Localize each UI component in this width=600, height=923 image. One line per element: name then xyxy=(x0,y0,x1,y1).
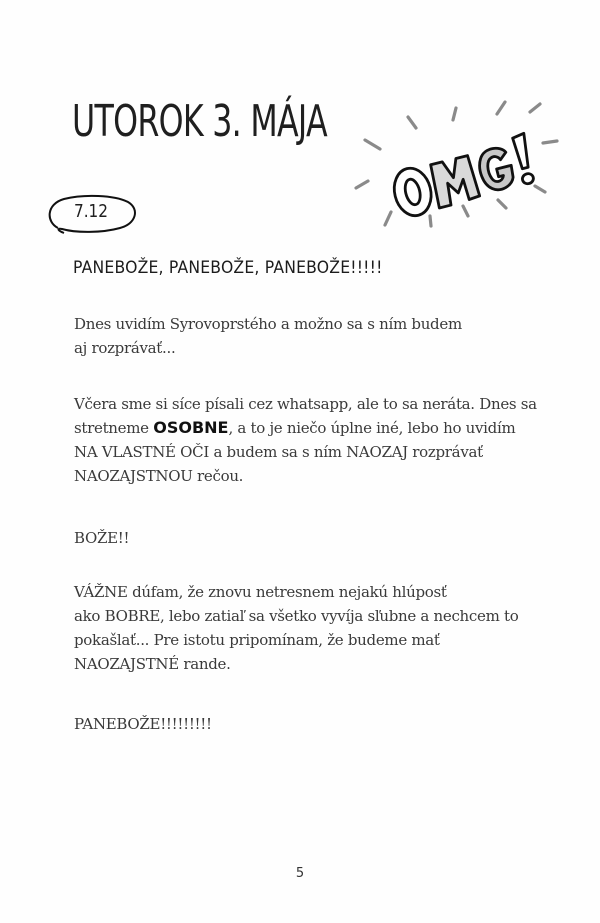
text-line: ako BOBRE, lebo zatiaľ sa všetko vyvíja sľubne a nechcem to xyxy=(74,607,519,625)
text-line: VÁŽNE dúfam, že znovu netresnem nejakú hlúposť xyxy=(74,583,447,601)
text-line: Dnes uvidím Syrovoprstého a možno sa s ním budem xyxy=(74,315,462,333)
text-fragment: , a to je niečo úplne iné, lebo ho uvidím xyxy=(228,419,516,437)
text-line: aj rozprávať... xyxy=(74,339,176,357)
text-line: Včera sme si síce písali cez whatsapp, ale to sa neráta. Dnes sa xyxy=(74,395,537,413)
text-line: PANEBOŽE!!!!!!!!! xyxy=(74,715,212,733)
time-label: 7.12 xyxy=(73,201,109,222)
text-line: BOŽE!! xyxy=(74,529,130,547)
paragraph-4 xyxy=(74,580,554,676)
paragraph-3 xyxy=(74,526,554,550)
entry-heading: PANEBOŽE, PANEBOŽE, PANEBOŽE!!!!! xyxy=(73,258,383,278)
text-line: pokašlať... Pre istotu pripomínam, že budeme mať xyxy=(74,631,440,649)
page-number: 5 xyxy=(295,866,305,881)
omg-burst-icon xyxy=(350,80,570,230)
page-title: UTOROK 3. MÁJA xyxy=(72,96,327,147)
paragraph-2 xyxy=(74,392,554,488)
text-line xyxy=(74,416,554,440)
time-badge xyxy=(44,192,138,232)
paragraph-5 xyxy=(74,712,554,736)
text-fragment: stretneme xyxy=(74,419,149,437)
text-line: NAOZAJSTNÉ rande. xyxy=(74,655,231,673)
emphasized-word: OSOBNE xyxy=(153,418,229,437)
paragraph-1 xyxy=(74,312,554,360)
text-line: NA VLASTNÉ OČI a budem sa s ním NAOZAJ rozprávať xyxy=(74,443,483,461)
text-line: NAOZAJSTNOU rečou. xyxy=(74,467,244,485)
